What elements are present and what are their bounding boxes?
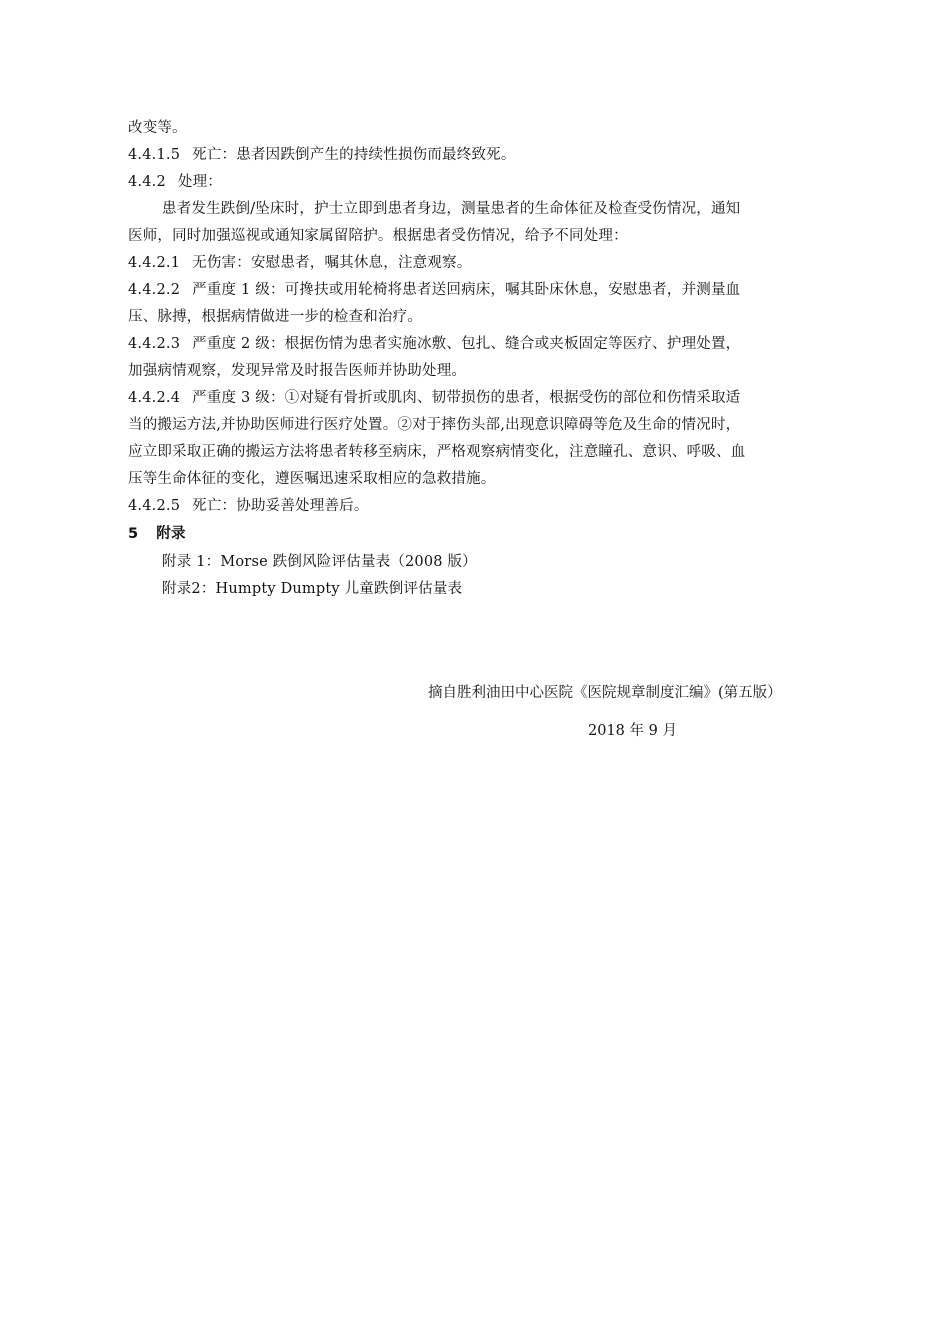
section-heading [128, 525, 840, 543]
text-line: 改变等。 [128, 120, 187, 136]
clause-4-4-2-3 [128, 335, 840, 353]
paragraph-line: 应立即采取正确的搬运方法将患者转移至病床，严格观察病情变化，注意瞳孔、意识、呼吸、血 [128, 444, 746, 460]
paragraph-line: 加强病情观察，发现异常及时报告医师并协助处理。 [128, 363, 467, 379]
section-number: 5 [128, 526, 139, 542]
clause-number: 4.4.2.4 [128, 390, 181, 406]
clause-4-4-2-1 [128, 254, 840, 272]
clause-4-4-2-2 [128, 281, 840, 299]
paragraph-line: 压等生命体征的变化，遵医嘱迅速采取相应的急救措施。 [128, 471, 496, 487]
paragraph-line: 医师，同时加强巡视或通知家属留陪护。根据患者受伤情况，给予不同处理： [128, 228, 628, 244]
appendix-item: 附录 1：Morse 跌倒风险评估量表（2008 版） [162, 554, 477, 570]
paragraph-line: 当的搬运方法,并协助医师进行医疗处置。②对于摔伤头部,出现意识障碍等危及生命的情况时， [128, 417, 741, 433]
source-citation: 摘自胜利油田中心医院《医院规章制度汇编》(第五版） [428, 685, 782, 701]
clause-number: 4.4.2.5 [128, 498, 181, 514]
clause-text: 死亡：协助妥善处理善后。 [192, 498, 369, 514]
clause-4-4-2-5 [128, 497, 840, 515]
publication-date: 2018 年 9 月 [588, 723, 677, 739]
appendix-item: 附录2：Humpty Dumpty 儿童跌倒评估量表 [162, 581, 463, 597]
clause-text: 严重度 3 级：①对疑有骨折或肌肉、韧带损伤的患者，根据受伤的部位和伤情采取适 [192, 390, 741, 406]
clause-text: 严重度 2 级：根据伤情为患者实施冰敷、包扎、缝合或夹板固定等医疗、护理处置， [192, 336, 741, 352]
clause-number: 4.4.2.3 [128, 336, 181, 352]
clause-4-4-2 [128, 173, 840, 191]
clause-text: 无伤害：安慰患者，嘱其休息，注意观察。 [192, 255, 472, 271]
clause-number: 4.4.2.2 [128, 282, 181, 298]
clause-text: 死亡：患者因跌倒产生的持续性损伤而最终致死。 [192, 147, 516, 163]
paragraph-line: 患者发生跌倒/坠床时，护士立即到患者身边，测量患者的生命体征及检查受伤情况，通知 [162, 201, 741, 217]
clause-text: 严重度 1 级：可搀扶或用轮椅将患者送回病床，嘱其卧床休息，安慰患者，并测量血 [192, 282, 741, 298]
section-title: 附录 [156, 526, 186, 542]
clause-4-4-1-5 [128, 146, 840, 164]
clause-number: 4.4.2 [128, 174, 166, 190]
clause-text: 处理： [177, 174, 223, 190]
clause-4-4-2-4 [128, 389, 840, 407]
clause-number: 4.4.1.5 [128, 147, 181, 163]
paragraph-line: 压、脉搏，根据病情做进一步的检查和治疗。 [128, 309, 422, 325]
clause-number: 4.4.2.1 [128, 255, 181, 271]
